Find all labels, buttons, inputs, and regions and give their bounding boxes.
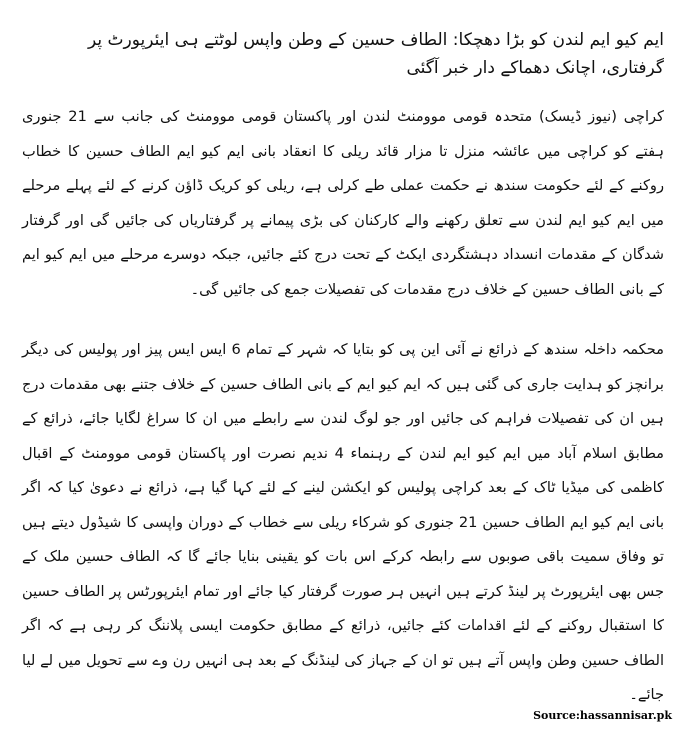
article-headline: ایم کیو ایم لندن کو بڑا دھچکا: الطاف حسین کے وطن واپس لوٹتے ہی ایئرپورٹ پر گرفتاری، اچانک دھماکے دار خبر آگئی [87,30,664,78]
article-paragraph-2: محکمہ داخلہ سندھ کے ذرائع نے آئی این پی کو بتایا کہ شہر کے تمام 6 ایس ایس پیز اور پولیس کی دیگر برانچز کو ہدایت جاری کی گئی ہیں کہ ایم کیو ایم کے بانی الطاف حسین کے خلاف جتنے بھی مقدمات درج ہیں ان کی تفصیلات فراہم کی جائیں اور جو لوگ لندن سے رابطے میں ان کا سراغ لگایا جائے، ذرائع کے مطابق اسلام آباد میں ایم کیو ایم لندن کے رہنماء 4 ندیم نصرت اور پاکستان قومی موومنٹ کے اقبال کاظمی کی میڈیا ٹاک کے بعد کراچی پولیس کو ایکشن لینے کے لئے کہا گیا ہے، ذرائع نے دعویٰ کیا کہ اگر بانی ایم کیو ایم الطاف حسین 21 جنوری کو شرکاء ریلی سے خطاب کے دوران واپسی کا شیڈول دیتے ہیں تو وفاق سمیت باقی صوبوں سے رابطہ کرکے اس بات کو یقینی بنایا جائے گا کہ الطاف حسین ملک کے جس بھی ایئرپورٹ پر لینڈ کرتے ہیں انہیں ہر صورت گرفتار کیا جائے اور تمام ایئرپورٹس پر الطاف حسین کا استقبال روکنے کے لئے اقدامات کئے جائیں، ذرائع کے مطابق حکومت ایسی پلاننگ کر رہی ہے کہ اگر الطاف حسین وطن واپس آتے ہیں تو ان کے جہاز کی لینڈنگ کے بعد ہی انہیں رن وے سے تحویل میں لے لیا جائے۔ [22,341,665,703]
article-paragraph-1: کراچی (نیوز ڈیسک) متحدہ قومی موومنٹ لندن اور پاکستان قومی موومنٹ کی جانب سے 21 جنوری ہفتے کو کراچی میں عائشہ منزل تا مزار قائد ریلی کا انعقاد بانی ایم کیو ایم الطاف حسین کا خطاب روکنے کے لئے حکومت سندھ نے حکمت عملی طے کرلی ہے، ریلی کو کریک ڈاؤن کرنے کے لئے پہلے مرحلے میں ایم کیو ایم لندن سے تعلق رکھنے والے کارکنان کی بڑی پیمانے پر گرفتاریاں کی جائیں گی اور گرفتار شدگان کے مقدمات انسداد دہشتگردی ایکٹ کے تحت درج کئے جائیں، جبکہ دوسرے مرحلے میں ایم کیو ایم کے بانی الطاف حسین کے خلاف درج مقدمات کی تفصیلات جمع کی جائیں گی۔ [22,108,664,298]
source-credit: Source:hassannisar.pk [533,709,672,722]
